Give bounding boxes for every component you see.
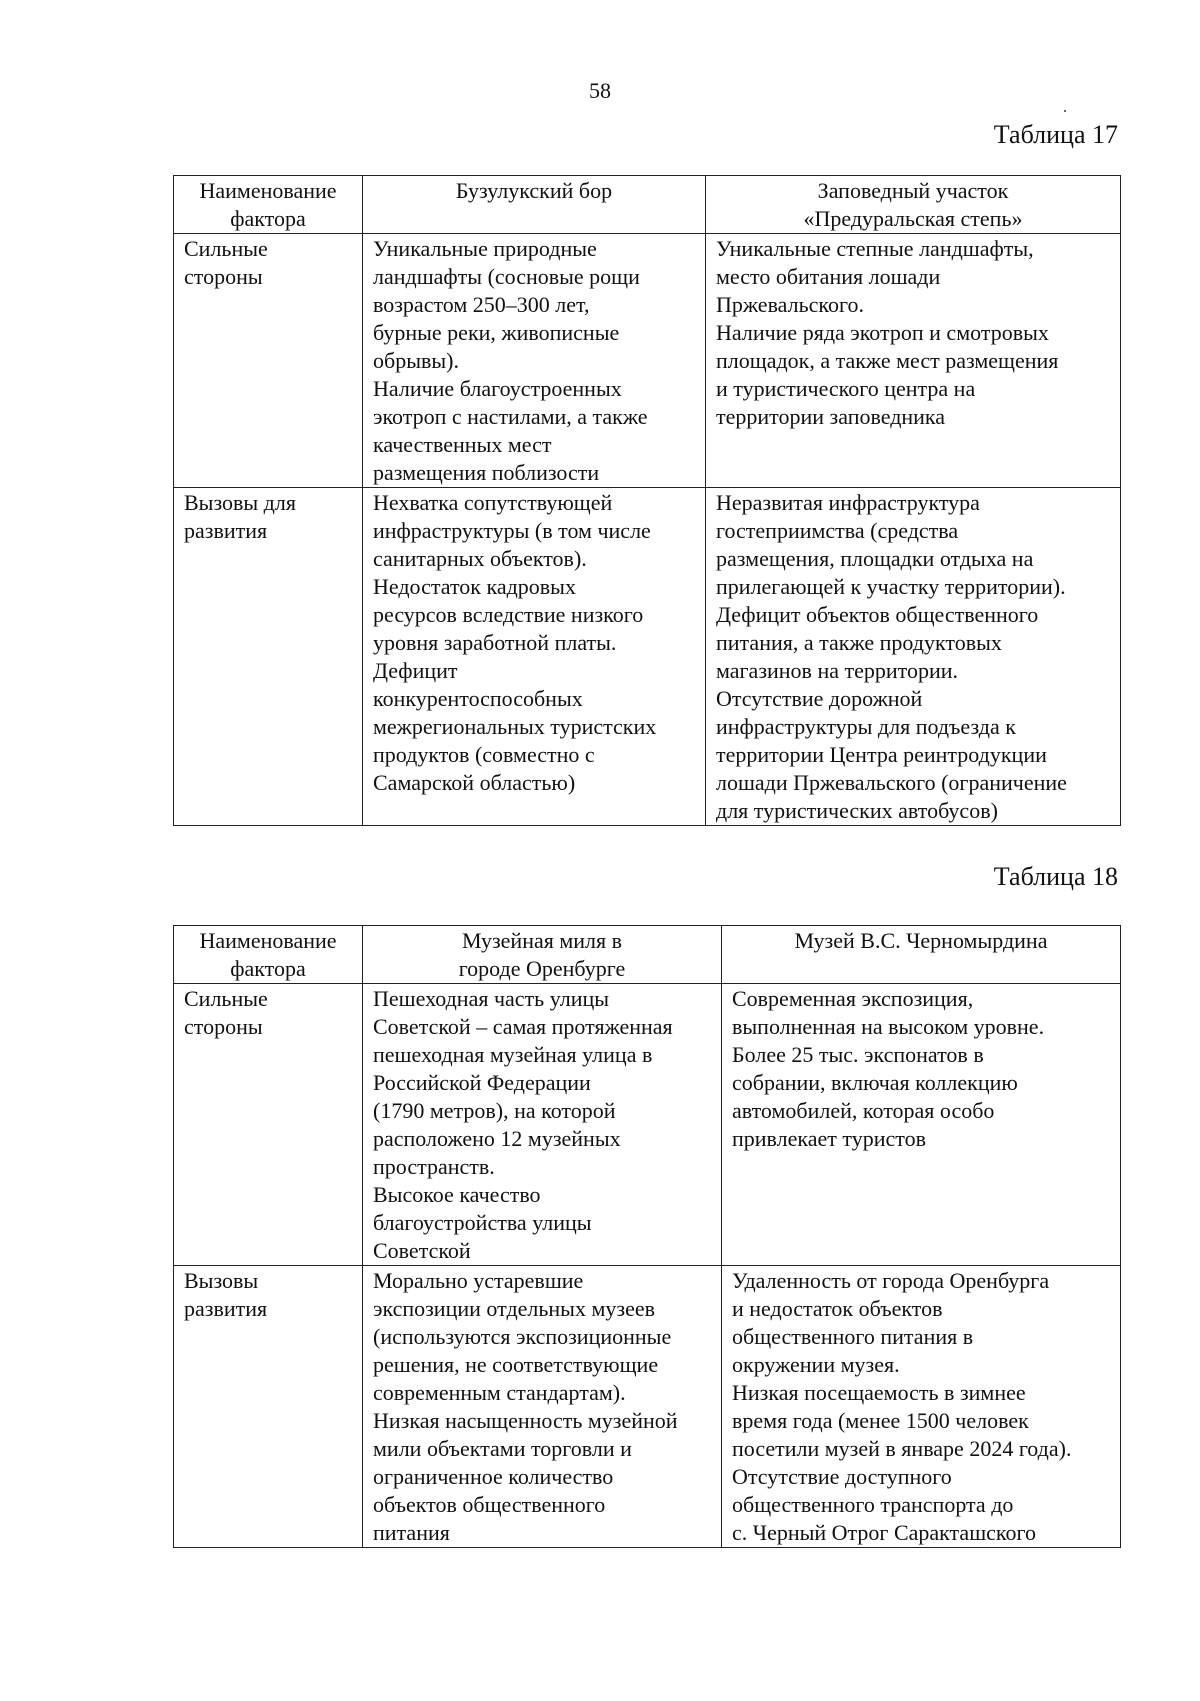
cell-museum-mile-strengths: Пешеходная часть улицы Советской – самая протяженная пешеходная музейная улица в Российской Федерации (1790 метров), на которой расположено 12 музейных пространств. Высокое качество благоустройства улицы Советской <box>363 984 722 1266</box>
table-row <box>174 1266 1121 1548</box>
cell-buzuluk-strengths: Уникальные природные ландшафты (сосновые рощи возрастом 250–300 лет, бурные реки, живописные обрывы). Наличие благоустроенных экотроп с настилами, а также качественных мест размещения поблизости <box>363 234 706 488</box>
table-17-caption: Таблица 17 <box>993 120 1118 149</box>
header-preduralskaya-step: Заповедный участок «Предуральская степь» <box>706 176 1121 234</box>
header-buzuluk-bor: Бузулукский бор <box>363 176 706 234</box>
page-number: 58 <box>589 78 611 103</box>
cell-chernomyrdin-challenges: Удаленность от города Оренбурга и недостаток объектов общественного питания в окружении музея. Низкая посещаемость в зимнее время года (менее 1500 человек посетили музей в январе 2024 года). Отсутствие доступного общественного транспорта до с. Черный Отрог Саракташского <box>722 1266 1121 1548</box>
table-header-row <box>174 176 1121 234</box>
table-row <box>174 234 1121 488</box>
row-factor-strengths: Сильные стороны <box>174 984 363 1266</box>
table-header-row <box>174 926 1121 984</box>
table-18-caption: Таблица 18 <box>993 862 1118 891</box>
table-row <box>174 488 1121 826</box>
row-factor-challenges: Вызовы для развития <box>174 488 363 826</box>
cell-buzuluk-challenges: Нехватка сопутствующей инфраструктуры (в том числе санитарных объектов). Недостаток кадровых ресурсов вследствие низкого уровня заработной платы. Дефицит конкурентоспособных межрегиональных туристских продуктов (совместно с Самарской областью) <box>363 488 706 826</box>
header-factor: Наименование фактора <box>174 926 363 984</box>
table-18 <box>173 925 1121 1548</box>
scan-dot <box>1064 110 1066 112</box>
header-museum-mile: Музейная миля в городе Оренбурге <box>363 926 722 984</box>
header-chernomyrdin-museum: Музей В.С. Черномырдина <box>722 926 1121 984</box>
table-17 <box>173 175 1121 826</box>
cell-museum-mile-challenges: Морально устаревшие экспозиции отдельных музеев (используются экспозиционные решения, не соответствующие современным стандартам). Низкая насыщенность музейной мили объектами торговли и ограниченное количество объектов общественного питания <box>363 1266 722 1548</box>
cell-step-challenges: Неразвитая инфраструктура гостеприимства (средства размещения, площадки отдыха на прилегающей к участку территории). Дефицит объектов общественного питания, а также продуктовых магазинов на территории. Отсутствие дорожной инфраструктуры для подъезда к территории Центра реинтродукции лошади Пржевальского (ограничение для туристических автобусов) <box>706 488 1121 826</box>
cell-step-strengths: Уникальные степные ландшафты, место обитания лошади Пржевальского. Наличие ряда экотроп и смотровых площадок, а также мест размещения и туристического центра на территории заповедника <box>706 234 1121 488</box>
row-factor-challenges: Вызовы развития <box>174 1266 363 1548</box>
row-factor-strengths: Сильные стороны <box>174 234 363 488</box>
table-row <box>174 984 1121 1266</box>
cell-chernomyrdin-strengths: Современная экспозиция, выполненная на высоком уровне. Более 25 тыс. экспонатов в собрании, включая коллекцию автомобилей, которая особо привлекает туристов <box>722 984 1121 1266</box>
header-factor: Наименование фактора <box>174 176 363 234</box>
